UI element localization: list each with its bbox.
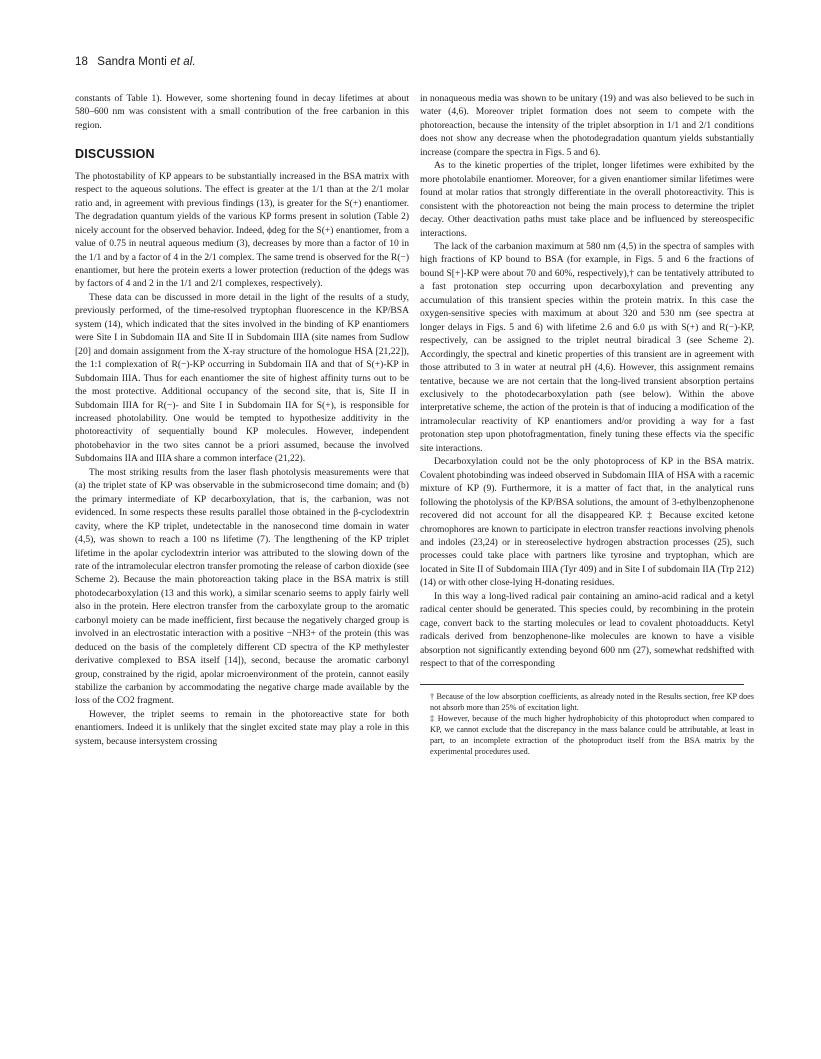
running-head — [75, 56, 196, 68]
paragraph: In this way a long-lived radical pair containing an amino-acid radical and a ketyl radical center should be generated. This species could, by recombining in the protein cage, convert back to the starting molecules or lead to covalent photoadducts. Ketyl radicals derived from benzophenone-like molecules are known to have a visible absorption not significantly extending beyond 600 nm (27), somewhat redshifted with respect to that of the corresponding — [420, 590, 754, 670]
running-head-et-al: et al. — [170, 56, 196, 68]
paragraph: As to the kinetic properties of the triplet, longer lifetimes were exhibited by the more photolabile enantiomer. Moreover, for a given enantiomer similar lifetimes were found at molar ratios that strongly differentiate in the overall photoreactivity. This is consistent with the photoreaction not being the main process to determine the triplet decay. Other deactivation paths must take place and be influenced by stereospecific interactions. — [420, 160, 754, 239]
page-number: 18 — [75, 56, 88, 68]
right-column — [420, 92, 754, 757]
paragraph: The photostability of KP appears to be substantially increased in the BSA matrix with respect to the aqueous solutions. The effect is greater at the 1/1 than at the 2/1 molar ratio and, in agreement with previous findings (13), is greater for the S(+) enantiomer. The degradation quantum yields of the various KP forms present in solution (Table 2) nicely account for the observed behavior. Indeed, ϕdeg for the S(+) enantiomer, from a value of 0.75 in neutral aqueous medium (3), decreases by more than a factor of 10 in the 1/1 and by a factor of 4 in the 2/1 complex. The same trend is observed for the R(−) enantiomer, but here the protein exerts a lower protection (reduction of the ϕdegs was by factors of 4 and 2 in the 1/1 and 2/1 complexes, respectively). — [75, 170, 409, 290]
paragraph-continued: in nonaqueous media was shown to be unitary (19) and was also believed to be such in water (4,6). Moreover triplet formation does not seem to compete with the photoreaction, because the intensity of the triplet absorption in 1/1 and 2/1 conditions does not show any decrease when the photodegradation quantum yields substantially increase (compare the spectra in Figs. 5 and 6). — [420, 93, 754, 158]
section-heading-discussion: DISCUSSION — [75, 147, 155, 162]
paragraph: The most striking results from the laser flash photolysis measurements were that (a) the triplet state of KP was observable in the submicrosecond time domain; and (b) the primary intermediate of KP decarboxylation, that is, the carbanion, was not evidenced. In some respects these results parallel those obtained in the β-cyclodextrin cavity, where the KP triplet, undetectable in the nanosecond time domain in water (4,5), was shown to reach a 100 ns lifetime (7). The lengthening of the KP triplet lifetime in the apolar cyclodextrin interior was attributed to the slowing down of the rate of the intramolecular electron transfer promoting the release of carbon dioxide (see Scheme 2). Because the main photoreaction taking place in the BSA matrix is still photodecarboxylation (13 and this work), a similar scenario seems to apply fairly well also in the protein. Here electron transfer from the carboxylate group to the aromatic carbonyl moiety can be made inefficient, first because the negatively charged group is involved in an electrostatic interaction with a positive −NH3+ of the protein (this was deduced on the basis of the completely different CD spectra of the KP methylester derivative complexed to BSA itself [14]), second, because the aromatic carbonyl group, constrained by the rigid, apolar microenvironment of the protein, cannot easily stabilize the carbanion by accommodating the negative charge made available by the loss of the CO2 fragment. — [75, 466, 409, 707]
left-column — [75, 92, 409, 748]
paragraph-continued: constants of Table 1). However, some shortening found in decay lifetimes at about 580–600 nm was consistent with a small contribution of the free carbanion in this region. — [75, 93, 409, 131]
paragraph: However, the triplet seems to remain in the photoreactive state for both enantiomers. Indeed it is unlikely that the singlet excited state may play a role in this system, because intersystem crossing — [75, 708, 409, 747]
paragraph: The lack of the carbanion maximum at 580 nm (4,5) in the spectra of samples with high fractions of KP bound to BSA (for example, in Figs. 5 and 6 the fractions of bound S[+]-KP were about 70 and 60%, respectively),† can be tentatively attributed to a fast protonation step occurring upon decarboxylation and preventing any accumulation of this transient species within the protein matrix. In this case the oxygen-sensitive species with maximum at about 320 and 530 nm (see spectra at longer delays in Figs. 5 and 6) with lifetime 2.6 and 6.0 μs with S(+) and R(−)-KP, respectively, can be assigned to the triplet neutral biradical 3 (see Scheme 2). Accordingly, the spectral and kinetic properties of this transient are in agreement with those attributed to 3 in water at neutral pH (4,6). However, this assignment remains tentative, because we are not certain that the long-lived transient absorption pertains exclusively to the photodecarboxylation path (see below). Within the above interpretative scheme, the action of the protein is that of inducing a modification of the intramolecular reactivity of KP enantiomers and/or providing a way for a fast protonation step upon photofragmentation, finely tuning these effects via the specific site interactions. — [420, 240, 754, 454]
paragraph: Decarboxylation could not be the only photoprocess of KP in the BSA matrix. Covalent photobinding was indeed observed in Subdomain IIIA of HSA with a racemic mixture of KP (9). Furthermore, it is a matter of fact that, in the analytical runs following the photolysis of the KP/BSA solutions, the amount of 3-ethylbenzophenone recovered did not account for all the disappeared KP. ‡ Because excited ketone chromophores are known to participate in electron transfer reactions involving phenols and indoles (23,24) or in stereoselective hydrogen abstraction processes (25), such processes could take place with partners like tyrosine and tryptophan, which are located in Site II of Subdomain IIIA (Tyr 409) and in Site I of subdomain IIA (Trp 212) (14) or with other close-lying H-donating residues. — [420, 456, 754, 589]
running-head-authors: Sandra Monti — [97, 56, 167, 68]
footnote-divider — [420, 684, 744, 685]
footnote: ‡ However, because of the much higher hydrophobicity of this photoproduct when compared to KP, we cannot exclude that the discrepancy in the mass balance could be attributable, at least in part, to an incomplete extraction of the photoproduct itself from the BSA matrix by the experimental procedures used. — [430, 714, 754, 757]
footnote: † Because of the low absorption coefficients, as already noted in the Results section, free KP does not absorb more than 25% of excitation light. — [430, 692, 754, 713]
paragraph: These data can be discussed in more detail in the light of the results of a study, previously performed, of the time-resolved tryptophan fluorescence in the KP/BSA system (14), which indicated that the sites involved in the binding of KP enantiomers were Site I in Subdomain IIA and Site II in Subdomain IIIA (site names from Sudlow [20] and domain assignment from the X-ray structure of the homologue HSA [21,22]), the 1:1 complexation of R(−)-KP occurring in Subdomain IIA and that of S(+)-KP in Subdomain IIIA. Thus for each enantiomer the site of highest affinity turns out to be the most protective. Additional occupancy of the second site, that is, Site II in Subdomain IIIA for R(−)- and Site I in Subdomain IIA for S(+), is responsible for increased photolability. One would be tempted to hypothesize additivity in the photoreactivity of sequentially bound KP molecules. However, independent photobehavior in the two sites cannot be a priori assumed, because the involved Subdomains IIA and IIIA share a common interface (21,22). — [75, 291, 409, 465]
